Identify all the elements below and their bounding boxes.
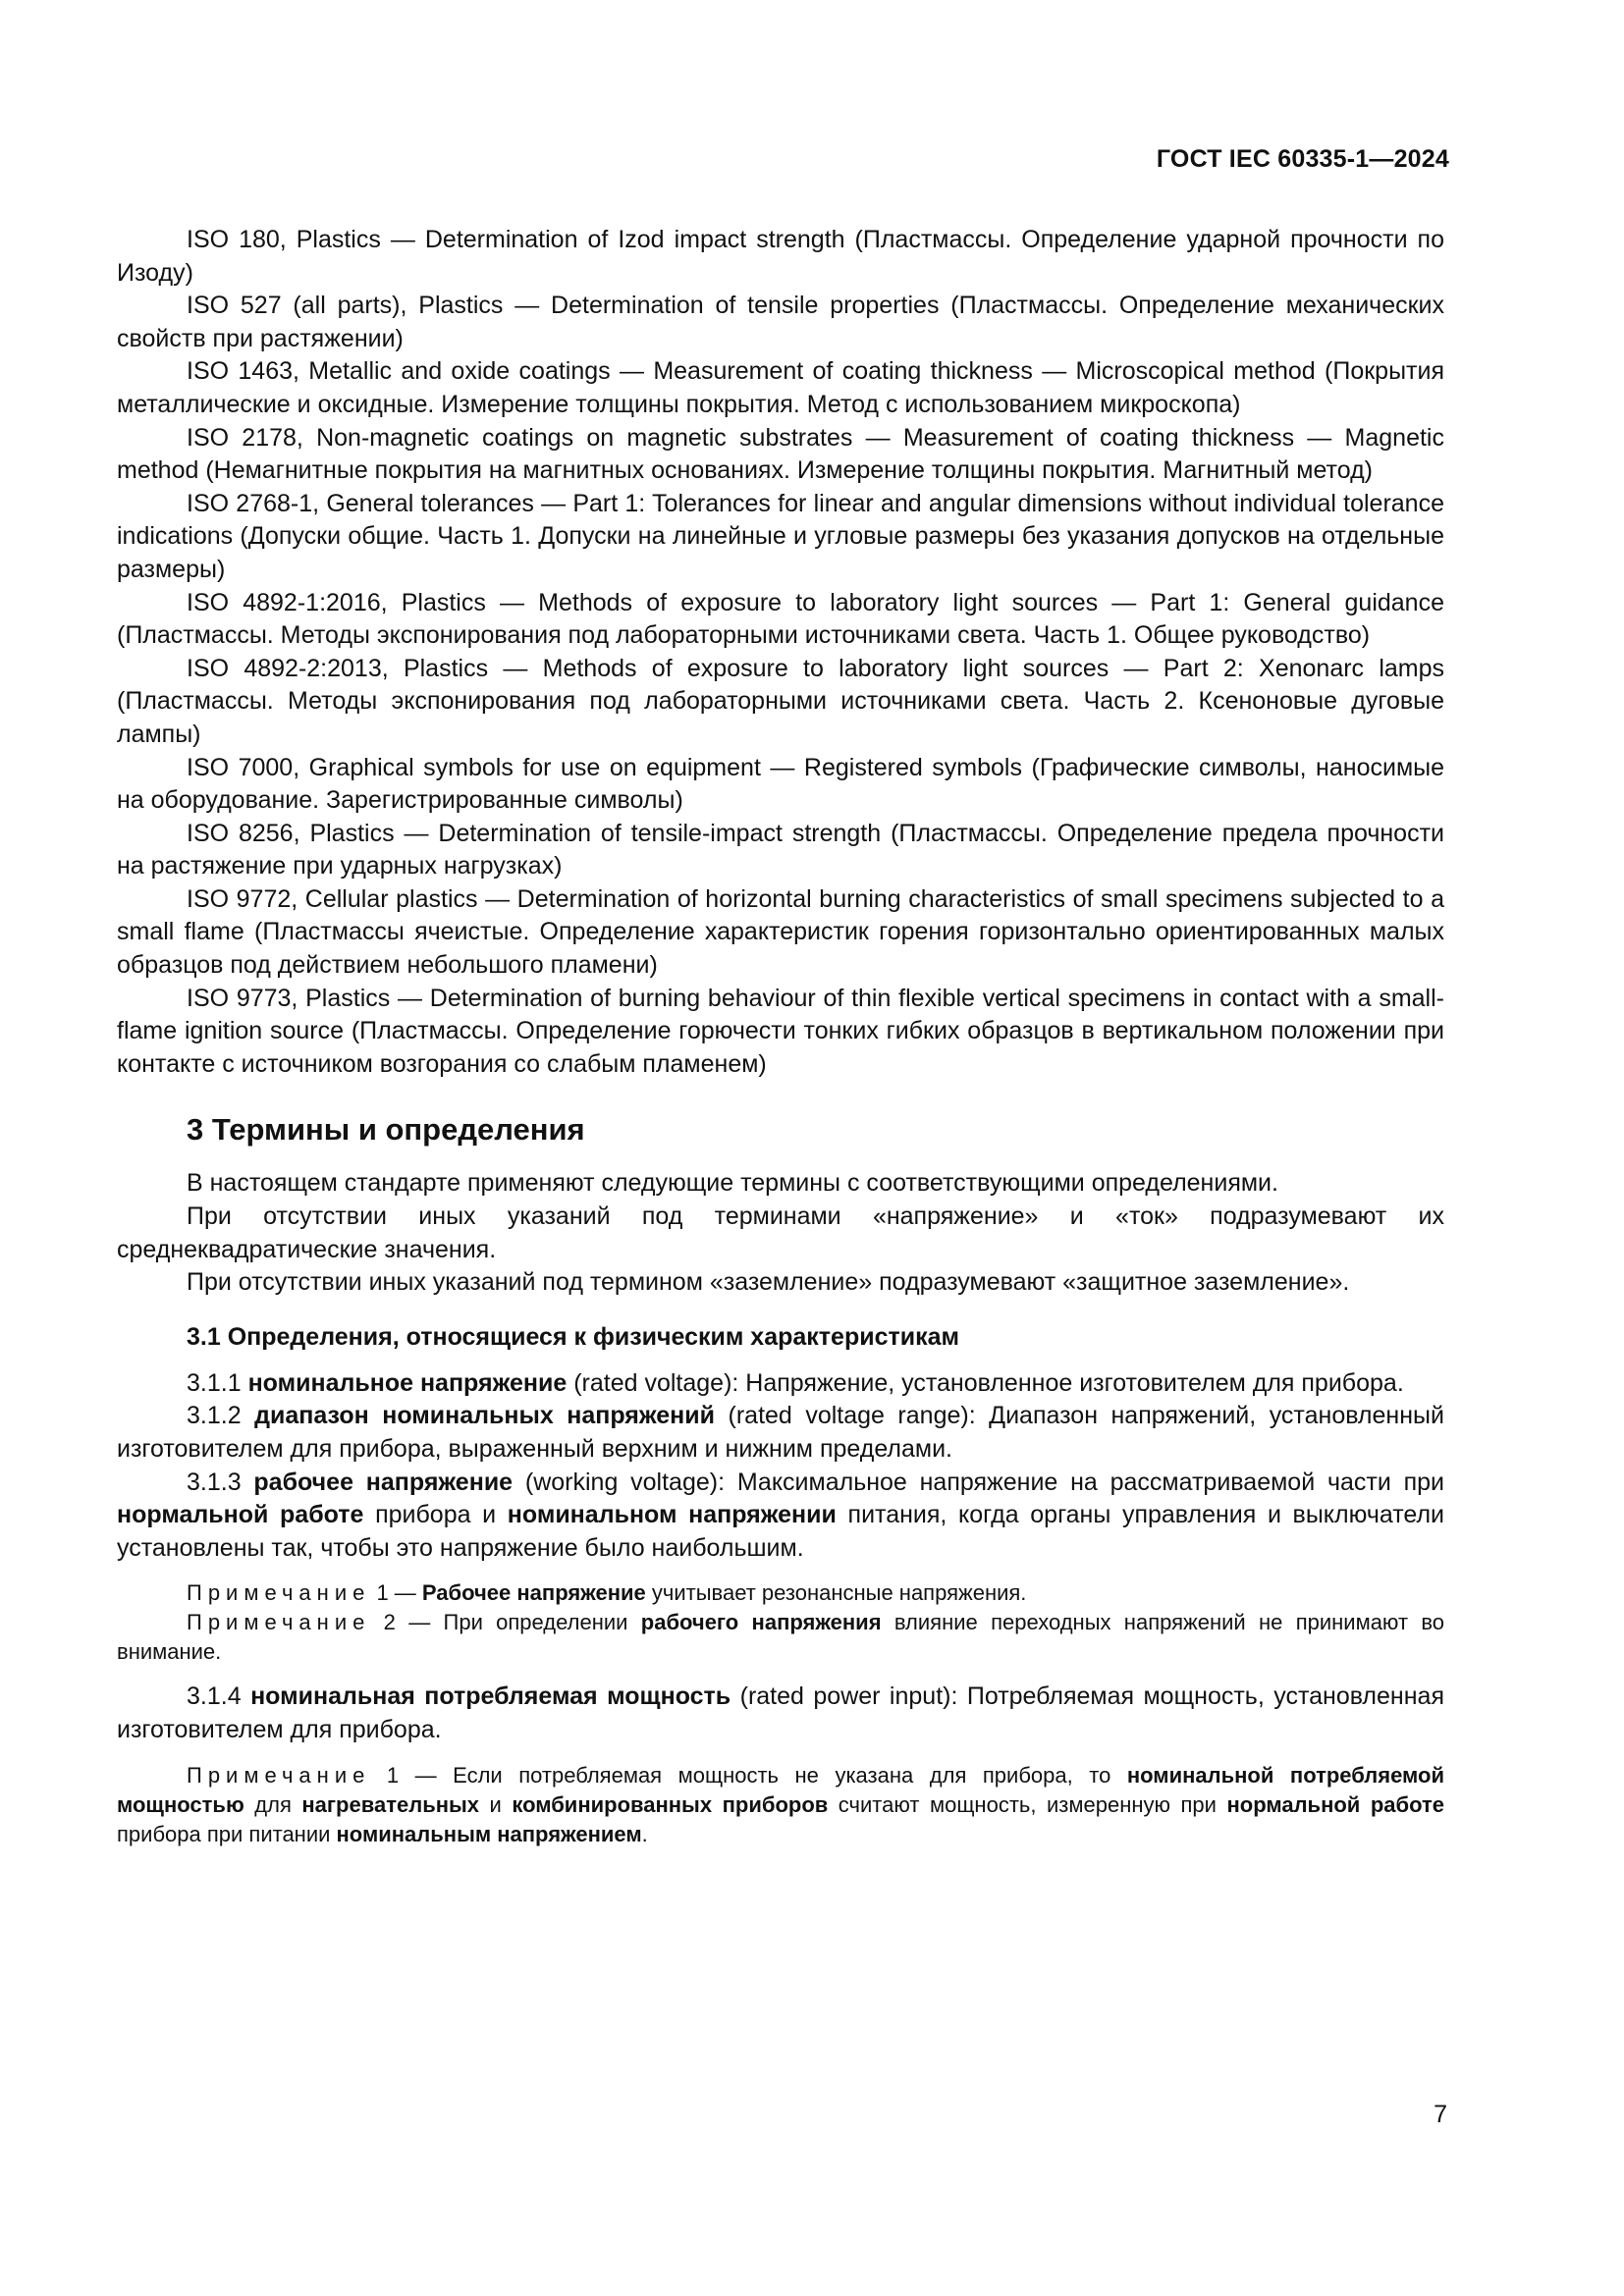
term-reference: комбинированных приборов [512, 1791, 829, 1817]
reference-item: ISO 9773, Plastics — Determination of burning behaviour of thin flexible vertical specimens in contact with a small-flame ignition source (Пластмассы. Определение горючести тонких гибких образцов в вертикальном положении при контакте с источником возгорания со слабым пламенем) [117, 984, 1444, 1078]
term-name: рабочее напряжение [253, 1468, 514, 1496]
section-intro-paragraph: В настоящем стандарте применяют следующие термины с соответствующими определениями. [187, 1169, 1278, 1198]
term-definition: (working voltage): Максимальное напряжение на рассматриваемой части при [513, 1468, 1444, 1496]
reference-item: ISO 2178, Non-magnetic coatings on magnetic substrates — Measurement of coating thickness — Magnetic method (Немагнитные покрытия на магнитных основаниях. Измерение толщины покрытия. Магнитный метод) [117, 423, 1444, 485]
note-number: 2 — [370, 1610, 444, 1635]
note-text: Если потребляемая мощность не указана для прибора, то [453, 1762, 1127, 1788]
reference-item: ISO 4892-1:2016, Plastics — Methods of exposure to laboratory light sources — Part 1: General guidance (Пластмассы. Методы экспонирования под лабораторными источниками света. Часть 1. Общее руководство) [117, 588, 1444, 650]
page-number: 7 [1434, 2101, 1447, 2128]
term-3-1-4 [117, 1681, 1444, 1746]
note-text: и [479, 1791, 513, 1817]
term-3-1-2 [117, 1400, 1444, 1466]
note-3-1-3-2 [117, 1608, 1444, 1667]
note-3-1-4-1 [117, 1761, 1444, 1849]
reference-item: ISO 9772, Cellular plastics — Determination of horizontal burning characteristics of small specimens subjected to a small flame (Пластмассы ячеистые. Определение характеристик горения горизонтально ориентированных малых образцов под действием небольшого пламени) [117, 884, 1444, 980]
term-reference: нормальной работе [1226, 1791, 1444, 1817]
term-name: номинальная потребляемая мощность [250, 1682, 731, 1711]
note-number: 1 — [370, 1762, 454, 1788]
reference-item: ISO 4892-2:2013, Plastics — Methods of exposure to laboratory light sources — Part 2: Xenonarc lamps (Пластмассы. Методы экспонирования под лабораторными источниками света. Часть 2. Ксеноновые дуговые лампы) [117, 654, 1444, 748]
term-name: диапазон номинальных напряжений [254, 1402, 716, 1430]
note-text: для [244, 1791, 302, 1817]
reference-item: ISO 8256, Plastics — Determination of tensile-impact strength (Пластмассы. Определение предела прочности на растяжение при ударных нагрузках) [117, 819, 1444, 881]
term-reference: номинальном напряжении [507, 1501, 837, 1529]
spacer [117, 1565, 1444, 1578]
term-3-1-1 [117, 1367, 1444, 1401]
section-intro-paragraph: При отсутствии иных указаний под терминами «напряжение» и «ток» подразумевают их среднеквадратические значения. [117, 1202, 1444, 1263]
term-reference: Рабочее напряжение [421, 1580, 646, 1606]
note-text: При определении [443, 1610, 641, 1635]
note-label: Примечание [187, 1580, 371, 1606]
term-reference: рабочего напряжения [640, 1610, 882, 1635]
term-definition: (rated voltage range): Диапазон напряжений, установленный изготовителем для прибора, выраженный верхним и нижним пределами. [117, 1402, 1444, 1463]
term-reference: номинальным напряжением [336, 1821, 642, 1846]
term-reference: номинальной потребляемой мощностью [117, 1762, 1444, 1817]
spacer [117, 1747, 1444, 1761]
subsection-3-1-title: 3.1 Определения, относящиеся к физическим характеристикам [187, 1322, 960, 1351]
note-text: учитывает резонансные напряжения. [645, 1580, 1027, 1606]
note-text: прибора при питании [117, 1821, 337, 1846]
reference-item: ISO 1463, Metallic and oxide coatings — Measurement of coating thickness — Microscopical method (Покрытия металлические и оксидные. Измерение толщины покрытия. Метод с использованием микроскопа) [117, 357, 1444, 418]
term-definition: прибора и [363, 1501, 508, 1529]
reference-item: ISO 2768-1, General tolerances — Part 1: Tolerances for linear and angular dimensions without individual tolerance indications (Допуски общие. Часть 1. Допуски на линейные и угловые размеры без указания допусков на отдельные размеры) [117, 489, 1444, 583]
term-definition: (rated power input): Потребляемая мощность, установленная изготовителем для прибора. [117, 1682, 1444, 1743]
note-label: Примечание [187, 1762, 371, 1788]
term-reference: нагревательных [301, 1791, 480, 1817]
section-intro-paragraph: При отсутствии иных указаний под термином «заземление» подразумевают «защитное заземление». [187, 1268, 1350, 1297]
reference-item: ISO 527 (all parts), Plastics — Determination of tensile properties (Пластмассы. Определение механических свойств при растяжении) [117, 292, 1444, 352]
term-definition: (rated voltage): Напряжение, установленное изготовителем для прибора. [567, 1368, 1404, 1397]
term-reference: нормальной работе [117, 1501, 364, 1529]
section-3-title: 3 Термины и определения [187, 1112, 585, 1148]
term-3-1-3 [117, 1467, 1444, 1566]
term-number: 3.1.1 [187, 1368, 248, 1397]
note-3-1-3-1 [117, 1578, 1444, 1608]
note-text: влияние переходных напряжений не принимают во внимание. [117, 1610, 1445, 1665]
reference-item: ISO 7000, Graphical symbols for use on equipment — Registered symbols (Графические символы, наносимые на оборудование. Зарегистрированные символы) [117, 753, 1444, 815]
note-text: . [641, 1821, 648, 1846]
term-definition: питания, когда органы управления и выключатели установлены так, чтобы это напряжение было наибольшим. [117, 1501, 1444, 1562]
page-content [117, 224, 1444, 1849]
note-label: Примечание [187, 1610, 371, 1635]
document-code-header: ГОСТ IEC 60335-1—2024 [1156, 145, 1449, 173]
normative-references-list [117, 224, 1444, 1081]
reference-item: ISO 180, Plastics — Determination of Izod impact strength (Пластмассы. Определение ударной прочности по Изоду) [117, 226, 1444, 287]
term-number: 3.1.2 [187, 1402, 255, 1430]
term-number: 3.1.4 [187, 1682, 251, 1711]
term-name: номинальное напряжение [247, 1368, 568, 1397]
note-text: считают мощность, измеренную при [828, 1791, 1227, 1817]
term-number: 3.1.3 [187, 1468, 254, 1496]
note-number: 1 — [370, 1580, 422, 1606]
spacer [117, 1667, 1444, 1681]
